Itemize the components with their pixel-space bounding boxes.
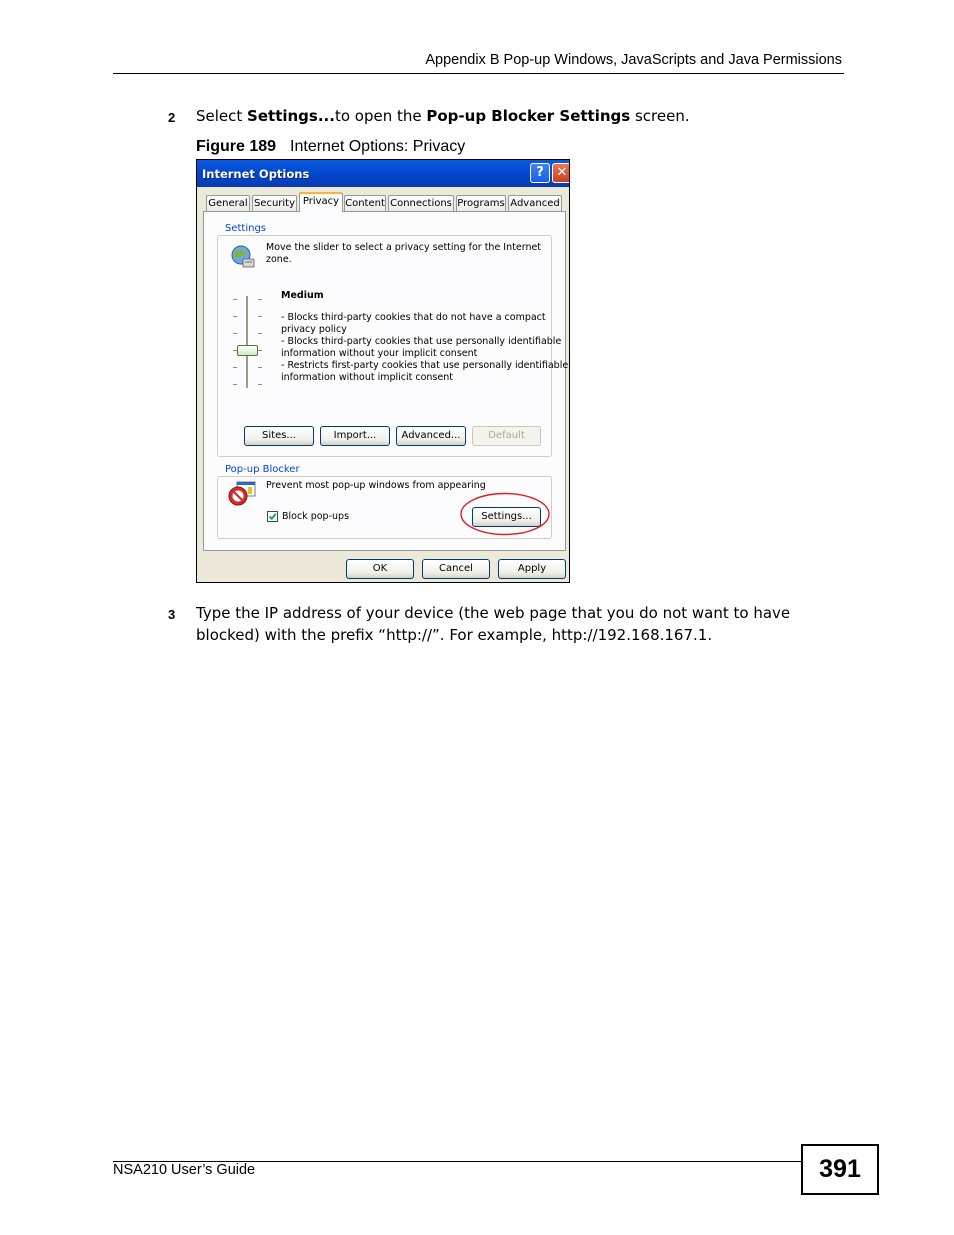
slider-tick xyxy=(258,350,262,351)
checkmark-icon xyxy=(268,512,277,521)
block-popups-checkbox[interactable] xyxy=(267,511,278,522)
step-3-line-2: blocked) with the prefix “http://”. For example, http://192.168.167.1. xyxy=(196,626,713,644)
privacy-desc-line: - Restricts first-party cookies that use personally identifiable xyxy=(281,360,569,371)
step-2-text xyxy=(196,105,690,127)
cancel-button[interactable]: Cancel xyxy=(422,559,490,579)
step-2-prefix: Select xyxy=(196,107,248,125)
apply-button[interactable]: Apply xyxy=(498,559,566,579)
step-number: 3 xyxy=(168,607,176,622)
default-button[interactable]: Default xyxy=(472,426,541,446)
header-rule xyxy=(113,73,844,74)
close-button[interactable]: ✕ xyxy=(552,163,570,183)
tab-general[interactable]: General xyxy=(206,195,250,211)
tab-privacy[interactable]: Privacy xyxy=(299,192,343,212)
slider-tick xyxy=(258,333,262,334)
privacy-desc-line: - Blocks third-party cookies that do not have a compact xyxy=(281,312,546,323)
figure-title: Internet Options: Privacy xyxy=(290,138,466,155)
step-2-middle: to open the xyxy=(334,107,427,125)
slider-tick xyxy=(258,299,262,300)
page-header-title: Appendix B Pop-up Windows, JavaScripts and Java Permissions xyxy=(425,52,842,68)
popup-settings-button[interactable]: Settings... xyxy=(472,507,541,527)
slider-tick xyxy=(258,384,262,385)
slider-tick xyxy=(233,384,237,385)
import-button[interactable]: Import... xyxy=(320,426,390,446)
slider-tick xyxy=(258,316,262,317)
settings-group-label: Settings xyxy=(225,223,267,234)
highlight-circle xyxy=(458,491,553,538)
step-3-line-1: Type the IP address of your device (the web page that you do not want to have xyxy=(196,604,791,622)
privacy-slider-thumb[interactable] xyxy=(237,345,258,356)
privacy-desc-line: - Blocks third-party cookies that use personally identifiable xyxy=(281,336,562,347)
advanced-button[interactable]: Advanced... xyxy=(396,426,466,446)
tab-security[interactable]: Security xyxy=(252,195,297,211)
privacy-desc-line: information without your implicit consent xyxy=(281,348,478,359)
slider-tick xyxy=(258,367,262,368)
step-2-settings-term: Settings... xyxy=(247,107,335,125)
privacy-level-title: Medium xyxy=(281,290,324,301)
tab-content[interactable]: Content xyxy=(344,195,386,211)
slider-tick xyxy=(233,333,237,334)
sites-button[interactable]: Sites... xyxy=(244,426,314,446)
slider-tick xyxy=(233,299,237,300)
privacy-desc-line: privacy policy xyxy=(281,324,347,335)
footer-guide-title: NSA210 User’s Guide xyxy=(113,1162,256,1178)
privacy-desc-line: information without implicit consent xyxy=(281,372,453,383)
dialog-titlebar xyxy=(197,160,569,187)
figure-label: Figure 189 xyxy=(196,138,277,155)
tab-programs[interactable]: Programs xyxy=(456,195,506,211)
popup-blocker-description: Prevent most pop-up windows from appearing xyxy=(266,480,486,491)
dialog-title: Internet Options xyxy=(202,167,310,181)
help-button[interactable]: ? xyxy=(530,163,550,183)
step-2-popup-term: Pop-up Blocker Settings xyxy=(426,107,631,125)
step-number: 2 xyxy=(168,110,176,125)
slider-tick xyxy=(233,316,237,317)
slider-tick xyxy=(233,367,237,368)
settings-intro-line-1: Move the slider to select a privacy setting for the Internet xyxy=(266,242,542,253)
tab-connections[interactable]: Connections xyxy=(388,195,454,211)
ok-button[interactable]: OK xyxy=(346,559,414,579)
settings-intro-line-2: zone. xyxy=(266,254,292,265)
privacy-slider-track[interactable] xyxy=(246,296,248,388)
privacy-globe-icon xyxy=(230,244,256,270)
popup-blocker-icon xyxy=(228,481,258,507)
page-number: 391 xyxy=(801,1144,879,1195)
step-2-suffix: screen. xyxy=(630,107,690,125)
popup-blocker-group-label: Pop-up Blocker xyxy=(225,464,300,475)
tab-advanced[interactable]: Advanced xyxy=(508,195,562,211)
internet-options-dialog xyxy=(196,159,570,583)
figure-caption xyxy=(196,138,465,156)
block-popups-label: Block pop-ups xyxy=(282,511,350,522)
